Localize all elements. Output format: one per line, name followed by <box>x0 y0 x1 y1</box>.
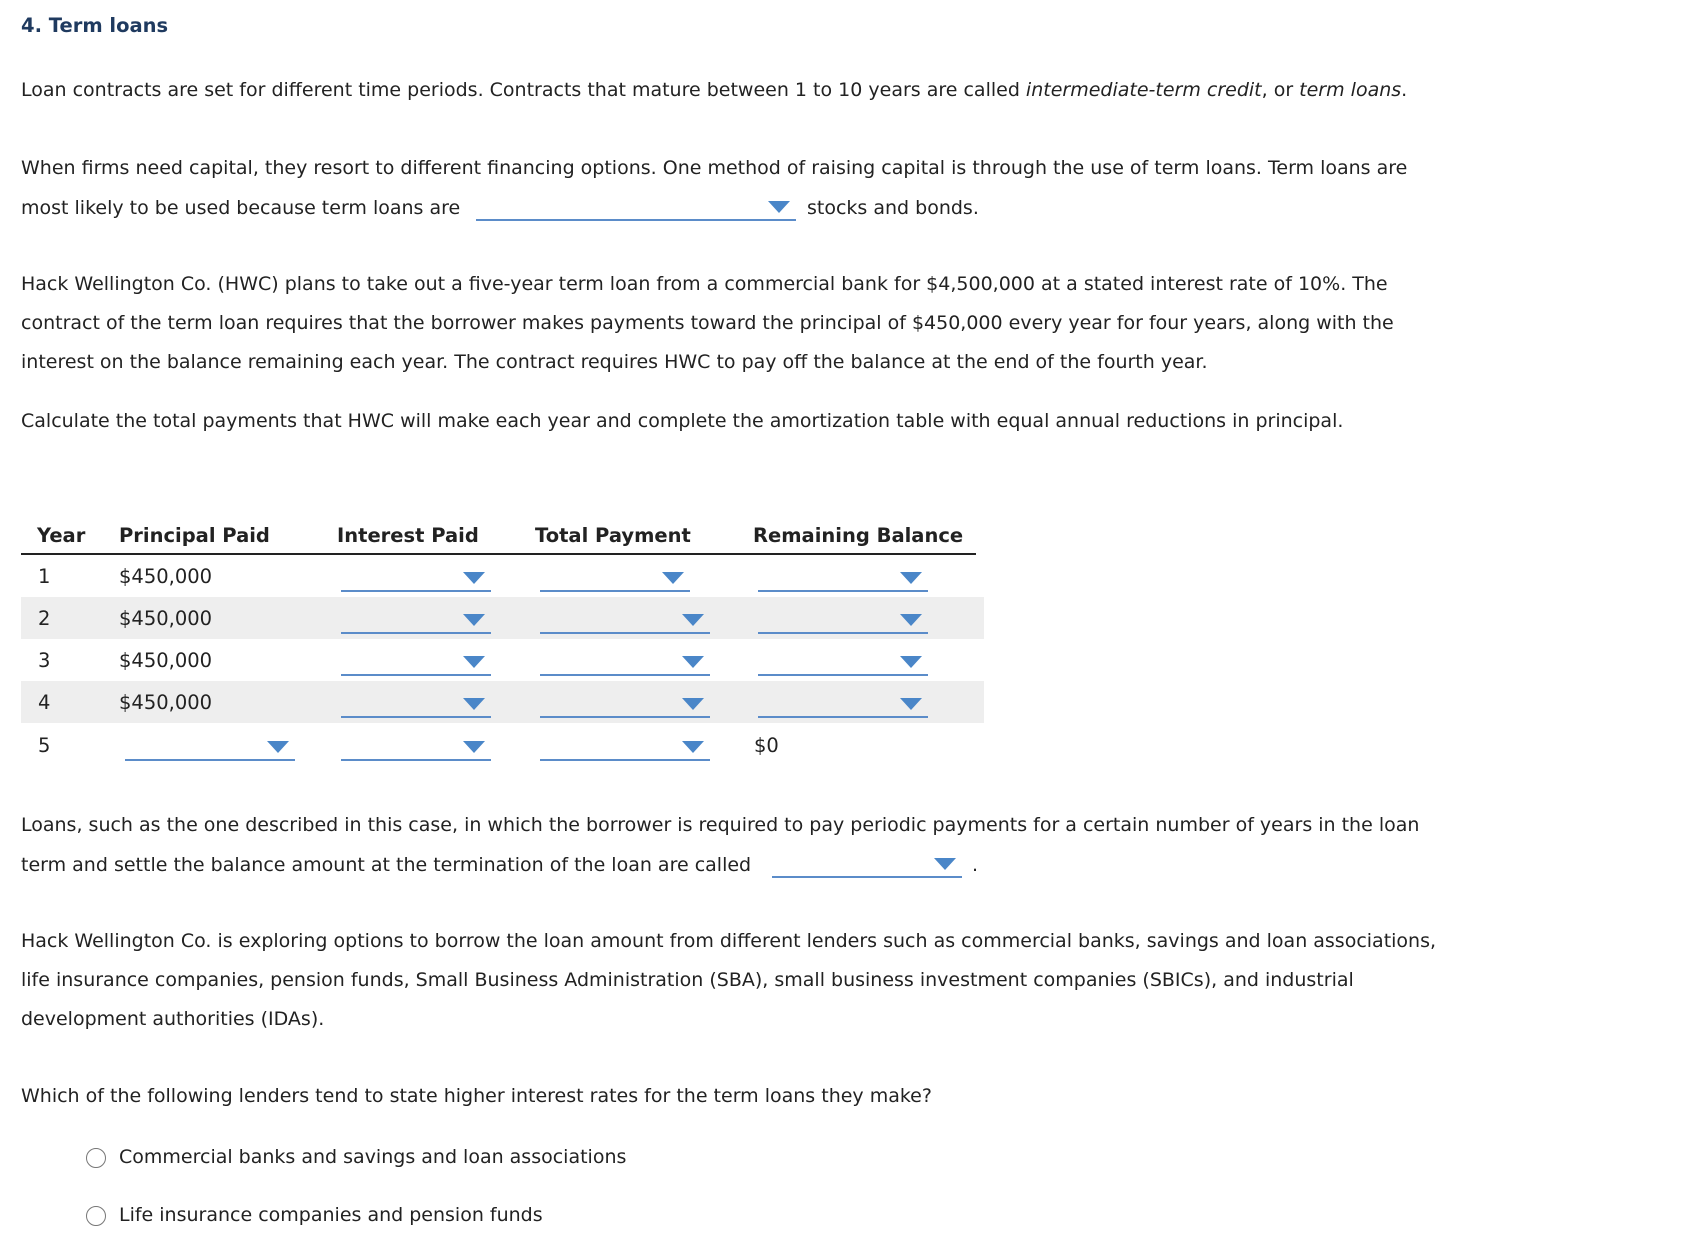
chevron-down-icon <box>900 614 922 626</box>
q3-option-label[interactable]: Commercial banks and savings and loan associations <box>119 1146 627 1168</box>
header-remaining: Remaining Balance <box>753 524 964 547</box>
intro-text-end: . <box>1401 79 1408 101</box>
lenders-line2: life insurance companies, pension funds, Small Business Administration (SBA), small business investment companies (SBICs), and industrial <box>21 969 1354 991</box>
principal-cell: $450,000 <box>119 565 213 588</box>
remaining-balance-dropdown[interactable] <box>758 606 928 634</box>
total-payment-dropdown[interactable] <box>540 733 710 761</box>
header-total: Total Payment <box>535 524 691 547</box>
q2-line1: Loans, such as the one described in this case, in which the borrower is required to pay periodic payments for a certain number of years in the loan <box>21 814 1420 836</box>
q1-dropdown[interactable] <box>476 193 796 221</box>
chevron-down-icon <box>463 656 485 668</box>
intro-paragraph <box>21 71 1581 110</box>
table-row <box>21 597 984 639</box>
chevron-down-icon <box>900 572 922 584</box>
interest-dropdown[interactable] <box>341 690 491 718</box>
q3-option-label[interactable]: Life insurance companies and pension funds <box>119 1204 543 1226</box>
chevron-down-icon <box>267 741 289 753</box>
q1-line2-after: stocks and bonds. <box>807 197 979 219</box>
year-cell: 5 <box>38 734 51 757</box>
year-cell: 1 <box>38 565 51 588</box>
header-principal: Principal Paid <box>119 524 270 547</box>
total-payment-dropdown[interactable] <box>540 690 710 718</box>
table-row <box>21 723 984 765</box>
principal-cell: $450,000 <box>119 691 213 714</box>
lenders-line3: development authorities (IDAs). <box>21 1008 325 1030</box>
interest-dropdown[interactable] <box>341 733 491 761</box>
chevron-down-icon <box>682 741 704 753</box>
instruction: Calculate the total payments that HWC will make each year and complete the amortization table with equal annual reductions in principal. <box>21 410 1344 432</box>
section-title: 4. Term loans <box>21 14 169 37</box>
interest-dropdown[interactable] <box>341 648 491 676</box>
q2-line2-after: . <box>972 854 979 876</box>
chevron-down-icon <box>682 656 704 668</box>
remaining-balance-dropdown[interactable] <box>758 690 928 718</box>
principal-dropdown[interactable] <box>125 733 295 761</box>
year-cell: 2 <box>38 607 51 630</box>
total-payment-dropdown[interactable] <box>540 648 710 676</box>
header-divider <box>21 553 976 555</box>
chevron-down-icon <box>682 698 704 710</box>
chevron-down-icon <box>463 698 485 710</box>
q2-dropdown[interactable] <box>772 850 962 878</box>
intro-term-2: term loans <box>1299 79 1402 101</box>
chevron-down-icon <box>768 201 790 213</box>
lenders-line1: Hack Wellington Co. is exploring options to borrow the loan amount from different lenders such as commercial banks, savings and loan associations, <box>21 930 1437 952</box>
q1-line1: When firms need capital, they resort to different financing options. One method of raising capital is through the use of term loans. Term loans are <box>21 157 1408 179</box>
radio-button[interactable] <box>86 1206 106 1226</box>
scenario-line3: interest on the balance remaining each year. The contract requires HWC to pay off the balance at the end of the fourth year. <box>21 351 1208 373</box>
scenario-line2: contract of the term loan requires that the borrower makes payments toward the principal of $450,000 every year for four years, along with the <box>21 312 1394 334</box>
intro-text: Loan contracts are set for different time periods. Contracts that mature between 1 to 10 years are called <box>21 79 1026 101</box>
intro-text-middle: , or <box>1261 79 1300 101</box>
interest-dropdown[interactable] <box>341 564 491 592</box>
header-interest: Interest Paid <box>337 524 479 547</box>
interest-dropdown[interactable] <box>341 606 491 634</box>
table-row <box>21 681 984 723</box>
year-cell: 3 <box>38 649 51 672</box>
principal-cell: $450,000 <box>119 649 213 672</box>
radio-button[interactable] <box>86 1148 106 1168</box>
chevron-down-icon <box>934 858 956 870</box>
header-year: Year <box>37 524 86 547</box>
total-payment-dropdown[interactable] <box>540 606 710 634</box>
q2-line2-text: term and settle the balance amount at the termination of the loan are called <box>21 854 752 876</box>
year-cell: 4 <box>38 691 51 714</box>
chevron-down-icon <box>463 572 485 584</box>
chevron-down-icon <box>682 614 704 626</box>
chevron-down-icon <box>900 698 922 710</box>
q1-line2-text: most likely to be used because term loans are <box>21 197 461 219</box>
intro-term-1: intermediate-term credit <box>1025 79 1262 101</box>
chevron-down-icon <box>463 614 485 626</box>
chevron-down-icon <box>662 572 684 584</box>
remaining-balance-dropdown[interactable] <box>758 564 928 592</box>
scenario-line1: Hack Wellington Co. (HWC) plans to take out a five-year term loan from a commercial bank for $4,500,000 at a stated interest rate of 10%. The <box>21 273 1388 295</box>
chevron-down-icon <box>463 741 485 753</box>
total-payment-dropdown[interactable] <box>540 564 690 592</box>
q3-question: Which of the following lenders tend to state higher interest rates for the term loans they make? <box>21 1085 932 1107</box>
principal-cell: $450,000 <box>119 607 213 630</box>
remaining-balance-dropdown[interactable] <box>758 648 928 676</box>
chevron-down-icon <box>900 656 922 668</box>
table-row <box>21 639 984 681</box>
table-row <box>21 556 984 598</box>
remaining-cell: $0 <box>754 734 779 757</box>
